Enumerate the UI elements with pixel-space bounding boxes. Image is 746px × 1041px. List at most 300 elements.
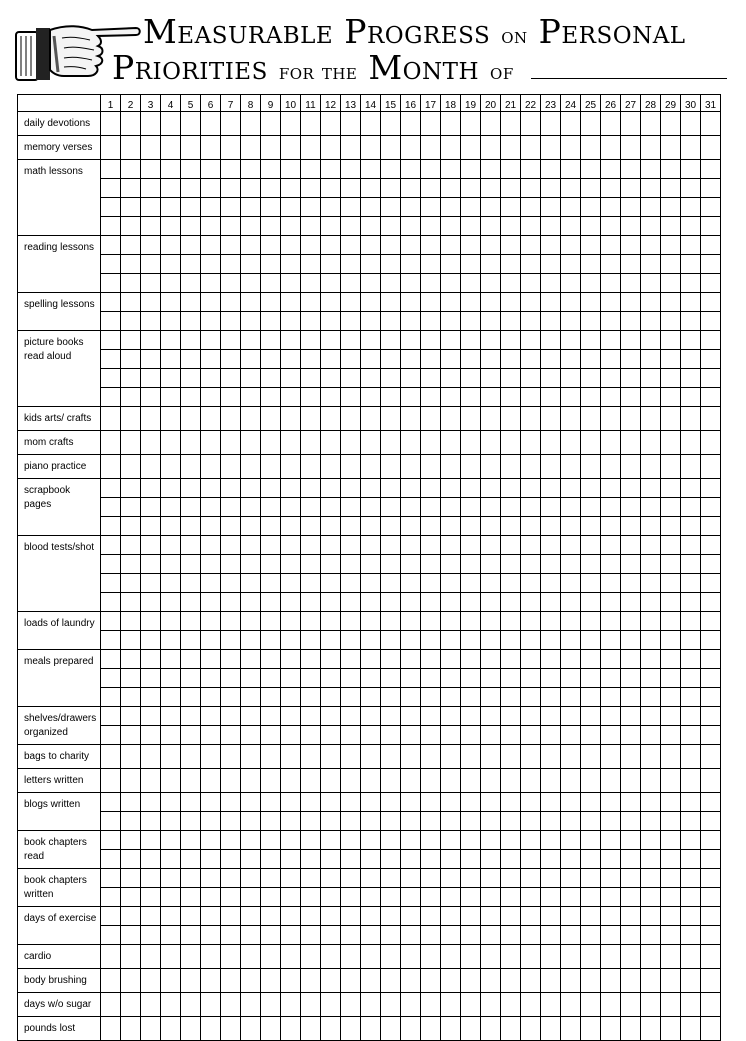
tally-cell[interactable] <box>461 993 481 1017</box>
tally-cell[interactable] <box>141 793 161 812</box>
tally-cell[interactable] <box>401 112 421 136</box>
tally-cell[interactable] <box>521 993 541 1017</box>
tally-cell[interactable] <box>241 726 261 745</box>
tally-cell[interactable] <box>501 831 521 850</box>
tally-cell[interactable] <box>141 726 161 745</box>
tally-cell[interactable] <box>441 112 461 136</box>
tally-cell[interactable] <box>561 217 581 236</box>
tally-cell[interactable] <box>101 650 121 669</box>
tally-cell[interactable] <box>161 160 181 179</box>
tally-cell[interactable] <box>601 293 621 312</box>
tally-cell[interactable] <box>261 926 281 945</box>
tally-cell[interactable] <box>321 574 341 593</box>
tally-cell[interactable] <box>101 574 121 593</box>
tally-cell[interactable] <box>341 993 361 1017</box>
tally-cell[interactable] <box>101 812 121 831</box>
tally-cell[interactable] <box>261 888 281 907</box>
tally-cell[interactable] <box>521 331 541 350</box>
tally-cell[interactable] <box>441 217 461 236</box>
tally-cell[interactable] <box>621 888 641 907</box>
tally-cell[interactable] <box>141 745 161 769</box>
tally-cell[interactable] <box>581 236 601 255</box>
tally-cell[interactable] <box>601 793 621 812</box>
tally-cell[interactable] <box>461 888 481 907</box>
tally-cell[interactable] <box>161 969 181 993</box>
tally-cell[interactable] <box>281 331 301 350</box>
tally-cell[interactable] <box>701 312 721 331</box>
tally-cell[interactable] <box>481 812 501 831</box>
tally-cell[interactable] <box>581 945 601 969</box>
tally-cell[interactable] <box>461 745 481 769</box>
tally-cell[interactable] <box>381 769 401 793</box>
tally-cell[interactable] <box>641 574 661 593</box>
tally-cell[interactable] <box>301 455 321 479</box>
tally-cell[interactable] <box>461 350 481 369</box>
tally-cell[interactable] <box>661 688 681 707</box>
tally-cell[interactable] <box>201 536 221 555</box>
tally-cell[interactable] <box>201 312 221 331</box>
tally-cell[interactable] <box>561 498 581 517</box>
tally-cell[interactable] <box>221 407 241 431</box>
tally-cell[interactable] <box>421 112 441 136</box>
tally-cell[interactable] <box>461 255 481 274</box>
tally-cell[interactable] <box>501 431 521 455</box>
tally-cell[interactable] <box>641 455 661 479</box>
tally-cell[interactable] <box>661 431 681 455</box>
tally-cell[interactable] <box>501 945 521 969</box>
tally-cell[interactable] <box>601 831 621 850</box>
tally-cell[interactable] <box>461 907 481 926</box>
tally-cell[interactable] <box>501 479 521 498</box>
tally-cell[interactable] <box>301 945 321 969</box>
tally-cell[interactable] <box>121 793 141 812</box>
tally-cell[interactable] <box>541 969 561 993</box>
tally-cell[interactable] <box>381 517 401 536</box>
tally-cell[interactable] <box>401 350 421 369</box>
tally-cell[interactable] <box>221 707 241 726</box>
tally-cell[interactable] <box>661 369 681 388</box>
tally-cell[interactable] <box>181 293 201 312</box>
tally-cell[interactable] <box>301 888 321 907</box>
tally-cell[interactable] <box>501 993 521 1017</box>
tally-cell[interactable] <box>401 793 421 812</box>
tally-cell[interactable] <box>401 217 421 236</box>
tally-cell[interactable] <box>541 831 561 850</box>
tally-cell[interactable] <box>541 593 561 612</box>
tally-cell[interactable] <box>341 455 361 479</box>
tally-cell[interactable] <box>401 369 421 388</box>
tally-cell[interactable] <box>241 431 261 455</box>
tally-cell[interactable] <box>321 407 341 431</box>
tally-cell[interactable] <box>621 726 641 745</box>
tally-cell[interactable] <box>441 517 461 536</box>
tally-cell[interactable] <box>161 726 181 745</box>
tally-cell[interactable] <box>601 969 621 993</box>
tally-cell[interactable] <box>261 612 281 631</box>
tally-cell[interactable] <box>381 136 401 160</box>
tally-cell[interactable] <box>201 136 221 160</box>
tally-cell[interactable] <box>681 1017 701 1041</box>
tally-cell[interactable] <box>421 536 441 555</box>
tally-cell[interactable] <box>281 1017 301 1041</box>
tally-cell[interactable] <box>101 217 121 236</box>
tally-cell[interactable] <box>421 136 441 160</box>
tally-cell[interactable] <box>401 650 421 669</box>
tally-cell[interactable] <box>121 517 141 536</box>
tally-cell[interactable] <box>181 831 201 850</box>
tally-cell[interactable] <box>501 888 521 907</box>
tally-cell[interactable] <box>321 312 341 331</box>
tally-cell[interactable] <box>581 274 601 293</box>
tally-cell[interactable] <box>281 236 301 255</box>
tally-cell[interactable] <box>401 631 421 650</box>
tally-cell[interactable] <box>521 745 541 769</box>
tally-cell[interactable] <box>101 407 121 431</box>
tally-cell[interactable] <box>381 312 401 331</box>
tally-cell[interactable] <box>481 907 501 926</box>
tally-cell[interactable] <box>281 945 301 969</box>
tally-cell[interactable] <box>381 907 401 926</box>
tally-cell[interactable] <box>361 517 381 536</box>
tally-cell[interactable] <box>641 726 661 745</box>
tally-cell[interactable] <box>381 293 401 312</box>
tally-cell[interactable] <box>281 650 301 669</box>
tally-cell[interactable] <box>321 831 341 850</box>
tally-cell[interactable] <box>121 331 141 350</box>
tally-cell[interactable] <box>601 236 621 255</box>
tally-cell[interactable] <box>621 945 641 969</box>
tally-cell[interactable] <box>141 769 161 793</box>
tally-cell[interactable] <box>481 369 501 388</box>
tally-cell[interactable] <box>421 274 441 293</box>
tally-cell[interactable] <box>261 650 281 669</box>
tally-cell[interactable] <box>341 331 361 350</box>
tally-cell[interactable] <box>621 479 641 498</box>
tally-cell[interactable] <box>241 112 261 136</box>
tally-cell[interactable] <box>501 217 521 236</box>
tally-cell[interactable] <box>221 574 241 593</box>
tally-cell[interactable] <box>421 631 441 650</box>
tally-cell[interactable] <box>581 688 601 707</box>
tally-cell[interactable] <box>501 388 521 407</box>
tally-cell[interactable] <box>701 198 721 217</box>
tally-cell[interactable] <box>261 479 281 498</box>
tally-cell[interactable] <box>561 236 581 255</box>
tally-cell[interactable] <box>101 160 121 179</box>
tally-cell[interactable] <box>201 517 221 536</box>
tally-cell[interactable] <box>521 726 541 745</box>
tally-cell[interactable] <box>661 455 681 479</box>
tally-cell[interactable] <box>701 793 721 812</box>
tally-cell[interactable] <box>441 536 461 555</box>
tally-cell[interactable] <box>361 255 381 274</box>
tally-cell[interactable] <box>481 993 501 1017</box>
tally-cell[interactable] <box>441 455 461 479</box>
tally-cell[interactable] <box>661 812 681 831</box>
tally-cell[interactable] <box>221 669 241 688</box>
tally-cell[interactable] <box>561 536 581 555</box>
tally-cell[interactable] <box>541 479 561 498</box>
tally-cell[interactable] <box>541 850 561 869</box>
tally-cell[interactable] <box>161 312 181 331</box>
tally-cell[interactable] <box>321 631 341 650</box>
tally-cell[interactable] <box>241 455 261 479</box>
tally-cell[interactable] <box>421 498 441 517</box>
tally-cell[interactable] <box>261 369 281 388</box>
tally-cell[interactable] <box>241 255 261 274</box>
tally-cell[interactable] <box>621 769 641 793</box>
tally-cell[interactable] <box>681 593 701 612</box>
tally-cell[interactable] <box>181 217 201 236</box>
tally-cell[interactable] <box>321 850 341 869</box>
tally-cell[interactable] <box>581 555 601 574</box>
tally-cell[interactable] <box>461 431 481 455</box>
tally-cell[interactable] <box>601 650 621 669</box>
tally-cell[interactable] <box>601 498 621 517</box>
tally-cell[interactable] <box>501 612 521 631</box>
tally-cell[interactable] <box>181 160 201 179</box>
tally-cell[interactable] <box>341 831 361 850</box>
tally-cell[interactable] <box>121 769 141 793</box>
tally-cell[interactable] <box>201 331 221 350</box>
tally-cell[interactable] <box>321 198 341 217</box>
tally-cell[interactable] <box>641 498 661 517</box>
tally-cell[interactable] <box>581 431 601 455</box>
tally-cell[interactable] <box>181 888 201 907</box>
tally-cell[interactable] <box>541 688 561 707</box>
tally-cell[interactable] <box>581 179 601 198</box>
tally-cell[interactable] <box>461 650 481 669</box>
tally-cell[interactable] <box>701 479 721 498</box>
tally-cell[interactable] <box>541 274 561 293</box>
tally-cell[interactable] <box>201 255 221 274</box>
tally-cell[interactable] <box>701 369 721 388</box>
tally-cell[interactable] <box>281 136 301 160</box>
tally-cell[interactable] <box>221 869 241 888</box>
tally-cell[interactable] <box>141 831 161 850</box>
tally-cell[interactable] <box>501 293 521 312</box>
tally-cell[interactable] <box>341 888 361 907</box>
tally-cell[interactable] <box>321 612 341 631</box>
tally-cell[interactable] <box>161 274 181 293</box>
tally-cell[interactable] <box>121 850 141 869</box>
tally-cell[interactable] <box>201 945 221 969</box>
tally-cell[interactable] <box>621 331 641 350</box>
tally-cell[interactable] <box>261 536 281 555</box>
tally-cell[interactable] <box>261 198 281 217</box>
tally-cell[interactable] <box>281 745 301 769</box>
tally-cell[interactable] <box>281 850 301 869</box>
tally-cell[interactable] <box>401 831 421 850</box>
tally-cell[interactable] <box>581 160 601 179</box>
tally-cell[interactable] <box>201 631 221 650</box>
tally-cell[interactable] <box>521 479 541 498</box>
tally-cell[interactable] <box>301 926 321 945</box>
tally-cell[interactable] <box>361 388 381 407</box>
tally-cell[interactable] <box>141 812 161 831</box>
tally-cell[interactable] <box>581 388 601 407</box>
tally-cell[interactable] <box>601 455 621 479</box>
tally-cell[interactable] <box>101 312 121 331</box>
tally-cell[interactable] <box>661 179 681 198</box>
tally-cell[interactable] <box>201 926 221 945</box>
tally-cell[interactable] <box>401 517 421 536</box>
tally-cell[interactable] <box>601 669 621 688</box>
tally-cell[interactable] <box>221 217 241 236</box>
tally-cell[interactable] <box>421 745 441 769</box>
tally-cell[interactable] <box>561 479 581 498</box>
tally-cell[interactable] <box>481 969 501 993</box>
tally-cell[interactable] <box>561 136 581 160</box>
tally-cell[interactable] <box>701 331 721 350</box>
tally-cell[interactable] <box>581 888 601 907</box>
tally-cell[interactable] <box>401 274 421 293</box>
tally-cell[interactable] <box>641 255 661 274</box>
tally-cell[interactable] <box>161 293 181 312</box>
tally-cell[interactable] <box>601 993 621 1017</box>
tally-cell[interactable] <box>641 593 661 612</box>
tally-cell[interactable] <box>101 993 121 1017</box>
tally-cell[interactable] <box>701 455 721 479</box>
tally-cell[interactable] <box>421 688 441 707</box>
tally-cell[interactable] <box>361 136 381 160</box>
tally-cell[interactable] <box>261 517 281 536</box>
tally-cell[interactable] <box>621 574 641 593</box>
tally-cell[interactable] <box>681 236 701 255</box>
tally-cell[interactable] <box>101 593 121 612</box>
tally-cell[interactable] <box>281 669 301 688</box>
tally-cell[interactable] <box>561 793 581 812</box>
tally-cell[interactable] <box>701 255 721 274</box>
tally-cell[interactable] <box>621 850 641 869</box>
tally-cell[interactable] <box>161 331 181 350</box>
tally-cell[interactable] <box>241 136 261 160</box>
tally-cell[interactable] <box>101 669 121 688</box>
tally-cell[interactable] <box>681 926 701 945</box>
tally-cell[interactable] <box>561 198 581 217</box>
tally-cell[interactable] <box>701 112 721 136</box>
tally-cell[interactable] <box>661 388 681 407</box>
tally-cell[interactable] <box>121 274 141 293</box>
tally-cell[interactable] <box>481 745 501 769</box>
tally-cell[interactable] <box>481 574 501 593</box>
tally-cell[interactable] <box>621 969 641 993</box>
tally-cell[interactable] <box>581 907 601 926</box>
tally-cell[interactable] <box>461 831 481 850</box>
tally-cell[interactable] <box>101 969 121 993</box>
tally-cell[interactable] <box>241 650 261 669</box>
tally-cell[interactable] <box>501 631 521 650</box>
tally-cell[interactable] <box>401 769 421 793</box>
tally-cell[interactable] <box>681 112 701 136</box>
tally-cell[interactable] <box>701 993 721 1017</box>
tally-cell[interactable] <box>581 793 601 812</box>
tally-cell[interactable] <box>361 498 381 517</box>
tally-cell[interactable] <box>201 179 221 198</box>
tally-cell[interactable] <box>221 517 241 536</box>
tally-cell[interactable] <box>681 850 701 869</box>
tally-cell[interactable] <box>621 793 641 812</box>
tally-cell[interactable] <box>561 350 581 369</box>
tally-cell[interactable] <box>601 331 621 350</box>
tally-cell[interactable] <box>241 350 261 369</box>
tally-cell[interactable] <box>481 498 501 517</box>
tally-cell[interactable] <box>321 236 341 255</box>
tally-cell[interactable] <box>181 707 201 726</box>
tally-cell[interactable] <box>261 217 281 236</box>
tally-cell[interactable] <box>161 498 181 517</box>
tally-cell[interactable] <box>481 331 501 350</box>
tally-cell[interactable] <box>441 688 461 707</box>
tally-cell[interactable] <box>441 631 461 650</box>
tally-cell[interactable] <box>141 907 161 926</box>
tally-cell[interactable] <box>341 688 361 707</box>
tally-cell[interactable] <box>521 907 541 926</box>
tally-cell[interactable] <box>401 726 421 745</box>
tally-cell[interactable] <box>461 812 481 831</box>
tally-cell[interactable] <box>241 369 261 388</box>
tally-cell[interactable] <box>381 926 401 945</box>
tally-cell[interactable] <box>321 593 341 612</box>
tally-cell[interactable] <box>661 574 681 593</box>
tally-cell[interactable] <box>221 993 241 1017</box>
tally-cell[interactable] <box>121 812 141 831</box>
tally-cell[interactable] <box>381 631 401 650</box>
tally-cell[interactable] <box>521 831 541 850</box>
tally-cell[interactable] <box>441 255 461 274</box>
tally-cell[interactable] <box>401 907 421 926</box>
tally-cell[interactable] <box>121 388 141 407</box>
tally-cell[interactable] <box>241 517 261 536</box>
tally-cell[interactable] <box>361 179 381 198</box>
tally-cell[interactable] <box>261 945 281 969</box>
tally-cell[interactable] <box>621 993 641 1017</box>
tally-cell[interactable] <box>641 136 661 160</box>
tally-cell[interactable] <box>161 255 181 274</box>
tally-cell[interactable] <box>181 498 201 517</box>
tally-cell[interactable] <box>581 312 601 331</box>
tally-cell[interactable] <box>481 455 501 479</box>
tally-cell[interactable] <box>201 369 221 388</box>
tally-cell[interactable] <box>121 179 141 198</box>
tally-cell[interactable] <box>341 945 361 969</box>
tally-cell[interactable] <box>281 888 301 907</box>
tally-cell[interactable] <box>381 669 401 688</box>
tally-cell[interactable] <box>321 331 341 350</box>
tally-cell[interactable] <box>481 631 501 650</box>
tally-cell[interactable] <box>361 455 381 479</box>
tally-cell[interactable] <box>621 593 641 612</box>
tally-cell[interactable] <box>341 536 361 555</box>
tally-cell[interactable] <box>401 688 421 707</box>
tally-cell[interactable] <box>581 293 601 312</box>
tally-cell[interactable] <box>541 431 561 455</box>
tally-cell[interactable] <box>381 831 401 850</box>
tally-cell[interactable] <box>101 888 121 907</box>
tally-cell[interactable] <box>701 593 721 612</box>
tally-cell[interactable] <box>121 993 141 1017</box>
tally-cell[interactable] <box>481 350 501 369</box>
tally-cell[interactable] <box>521 198 541 217</box>
tally-cell[interactable] <box>241 945 261 969</box>
tally-cell[interactable] <box>361 112 381 136</box>
tally-cell[interactable] <box>121 293 141 312</box>
tally-cell[interactable] <box>481 236 501 255</box>
tally-cell[interactable] <box>521 255 541 274</box>
tally-cell[interactable] <box>401 574 421 593</box>
tally-cell[interactable] <box>501 331 521 350</box>
tally-cell[interactable] <box>461 850 481 869</box>
